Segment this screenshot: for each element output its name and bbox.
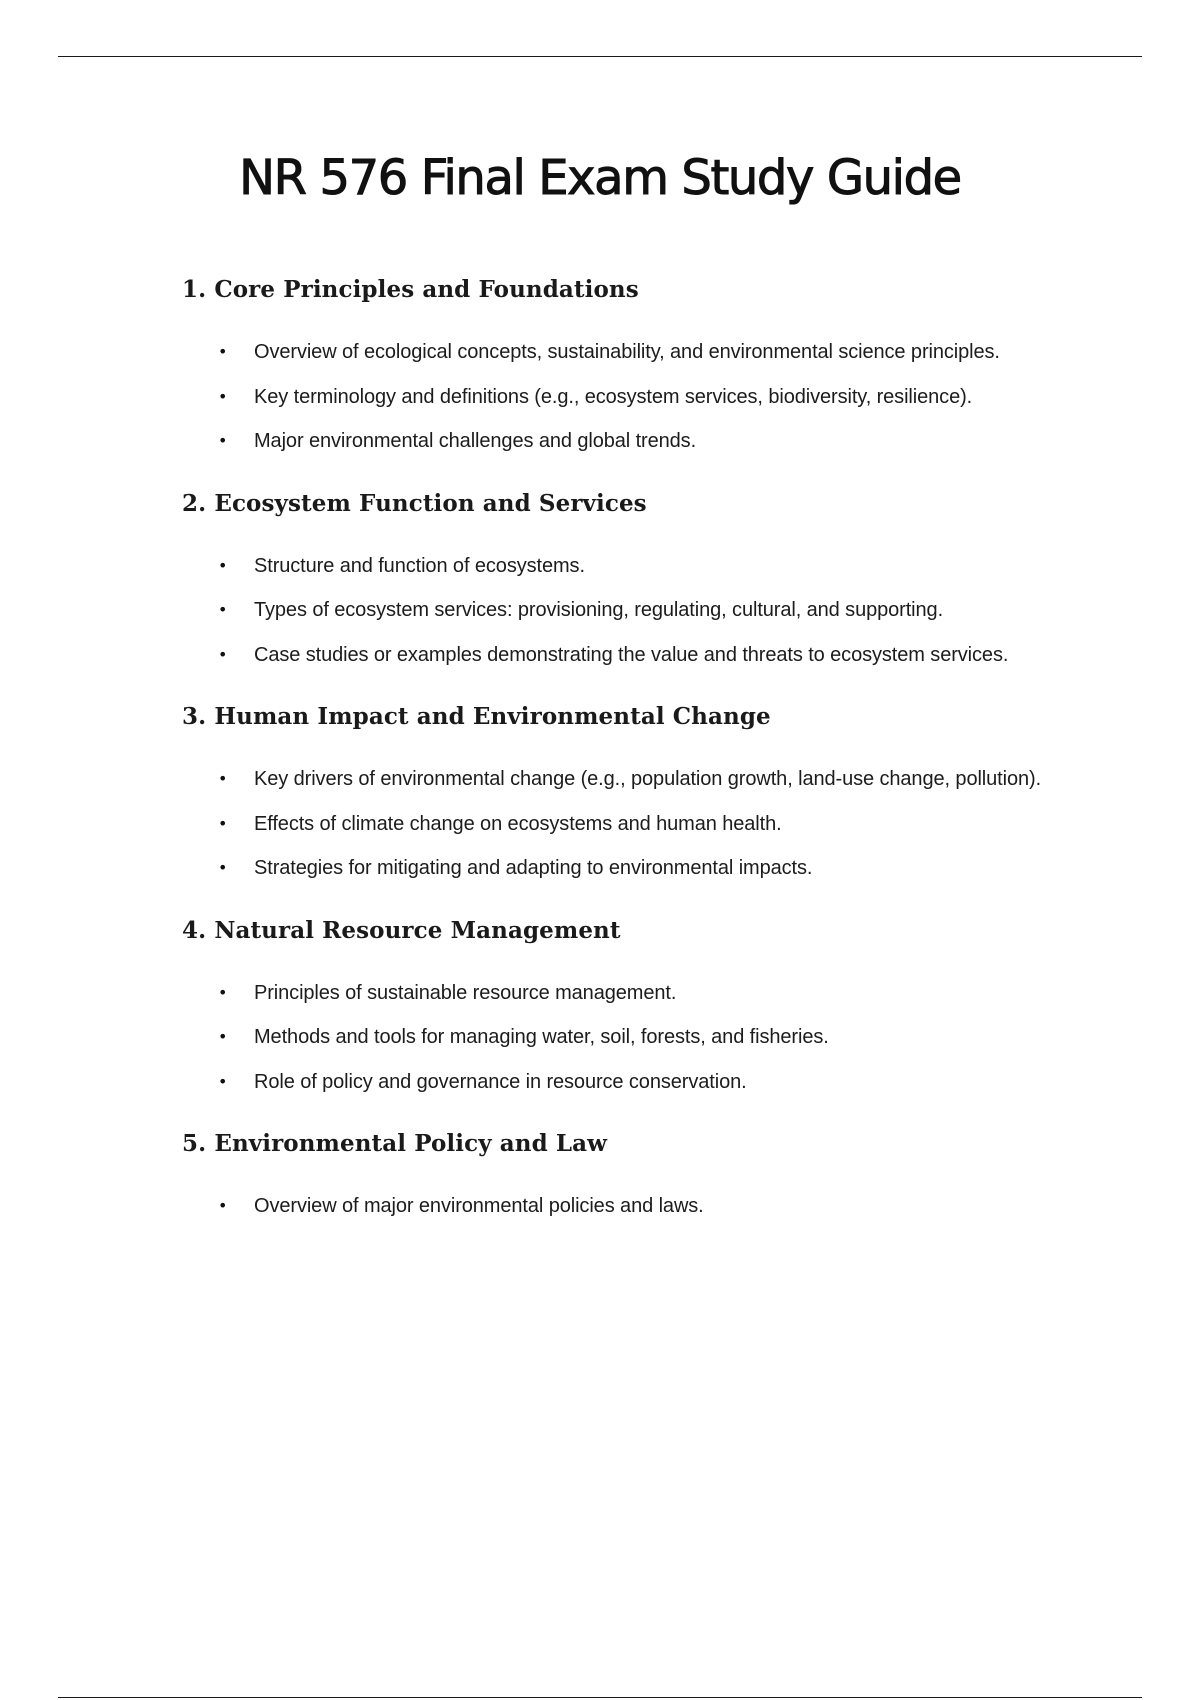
list-item-text: Structure and function of ecosystems. [254, 554, 585, 577]
list-item-text: Key terminology and definitions (e.g., ecosystem services, biodiversity, resilience). [254, 385, 973, 408]
section-human-impact [182, 697, 1062, 891]
bullet-list [182, 330, 1062, 464]
list-item-text: Methods and tools for managing water, soil, forests, and fisheries. [254, 1026, 829, 1048]
bullet-list [182, 544, 1062, 678]
list-item-text: Case studies or examples demonstrating the value and threats to ecosystem services. [254, 643, 1009, 666]
section-ecosystem-function [182, 484, 1062, 678]
section-heading: 4. Natural Resource Management [182, 916, 621, 944]
list-item-text: Strategies for mitigating and adapting to environmental impacts. [254, 857, 813, 879]
bullet-icon: • [218, 1071, 228, 1091]
bullet-icon: • [218, 342, 228, 361]
list-item [182, 330, 1062, 375]
list-item-text: Role of policy and governance in resource conservation. [254, 1070, 747, 1093]
list-item [182, 1015, 1062, 1060]
bullet-list [182, 971, 1062, 1105]
bullet-icon: • [218, 600, 228, 619]
list-item-text: Overview of ecological concepts, sustainability, and environmental science principles. [254, 341, 1000, 363]
list-item-text: Effects of climate change on ecosystems and human health. [254, 812, 782, 835]
list-item-text: Overview of major environmental policies and laws. [254, 1195, 704, 1217]
list-item-text: Types of ecosystem services: provisioning, regulating, cultural, and supporting. [254, 599, 944, 621]
list-item [182, 588, 1062, 633]
bullet-icon: • [218, 1196, 228, 1215]
section-core-principles [182, 270, 1062, 464]
bottom-rule [58, 1697, 1142, 1698]
list-item [182, 633, 1062, 678]
section-heading: 5. Environmental Policy and Law [182, 1130, 608, 1157]
section-heading: 1. Core Principles and Foundations [182, 276, 639, 303]
list-item [182, 544, 1062, 589]
list-item-text: Key drivers of environmental change (e.g., population growth, land-use change, pollution). [254, 768, 1042, 790]
bullet-icon: • [218, 813, 228, 833]
bullet-icon: • [218, 858, 228, 877]
bullet-list [182, 1184, 1062, 1229]
list-item [182, 971, 1062, 1016]
list-item [182, 1060, 1062, 1105]
bullet-icon: • [218, 431, 228, 450]
top-rule [58, 56, 1142, 57]
list-item [182, 1184, 1062, 1229]
list-item-text: Principles of sustainable resource management. [254, 981, 677, 1004]
bullet-icon: • [218, 386, 228, 406]
document-body [182, 270, 1062, 1229]
bullet-list [182, 757, 1062, 891]
list-item [182, 802, 1062, 847]
section-heading: 2. Ecosystem Function and Services [182, 489, 647, 517]
section-natural-resource [182, 911, 1062, 1105]
section-environmental-policy [182, 1124, 1062, 1229]
list-item [182, 757, 1062, 802]
bullet-icon: • [218, 1027, 228, 1046]
section-heading: 3. Human Impact and Environmental Change [182, 703, 771, 730]
bullet-icon: • [218, 555, 228, 575]
bullet-icon: • [218, 644, 228, 664]
list-item [182, 419, 1062, 464]
bullet-icon: • [218, 982, 228, 1002]
document-title: NR 576 Final Exam Study Guide [239, 150, 961, 206]
list-item [182, 375, 1062, 420]
list-item [182, 846, 1062, 891]
list-item-text: Major environmental challenges and global trends. [254, 430, 697, 452]
bullet-icon: • [218, 769, 228, 788]
